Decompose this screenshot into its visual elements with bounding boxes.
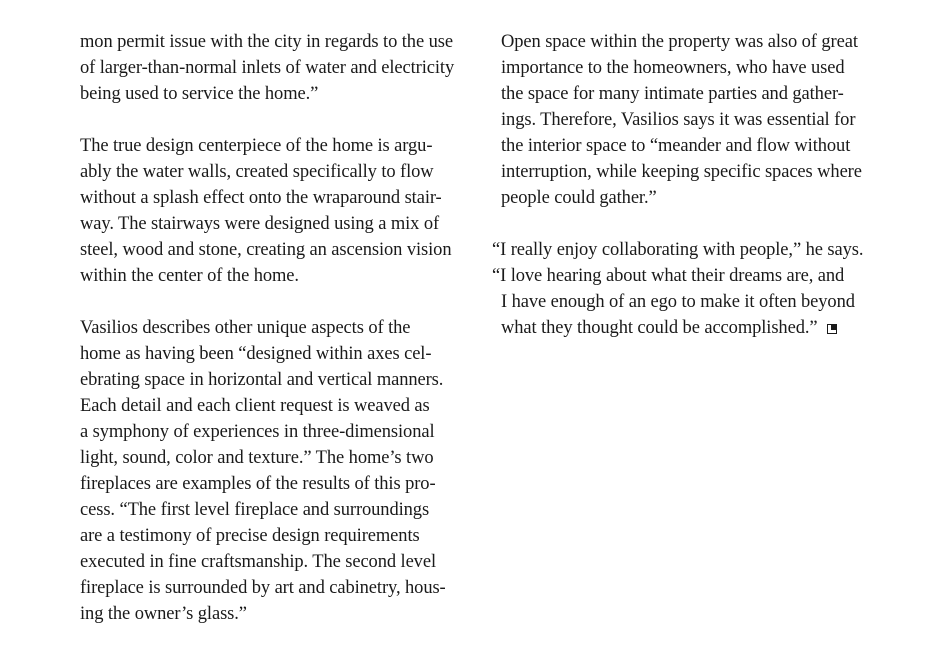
text-line: people could gather.” <box>501 188 657 208</box>
text-line: of larger-than-normal inlets of water and electricity <box>80 58 455 78</box>
text-line: light, sound, color and texture.” The home’s two <box>80 448 434 468</box>
text-line: The true design centerpiece of the home is argu- <box>80 136 433 156</box>
text-line: ably the water walls, created specifically to flow <box>80 162 434 182</box>
text-line: the interior space to “meander and flow without <box>501 136 851 156</box>
text-line: ing the owner’s glass.” <box>80 604 247 624</box>
text-line: Each detail and each client request is weaved as <box>80 396 430 416</box>
text-line: fireplace is surrounded by art and cabinetry, hous- <box>80 578 446 598</box>
text-line: “I love hearing about what their dreams are, and <box>492 266 845 286</box>
right-text-column <box>492 29 912 367</box>
text-line: cess. “The first level fireplace and surroundings <box>80 500 430 520</box>
text-line: executed in fine craftsmanship. The second level <box>80 552 436 572</box>
text-line: interruption, while keeping specific spaces where <box>501 162 862 182</box>
text-line: I have enough of an ego to make it often beyond <box>501 292 855 312</box>
text-line: ings. Therefore, Vasilios says it was essential for <box>501 110 856 130</box>
text-line: Vasilios describes other unique aspects of the <box>80 318 411 338</box>
text-line: steel, wood and stone, creating an ascension vision <box>80 240 452 260</box>
paragraph-permit <box>80 29 480 107</box>
paragraph-fireplaces <box>80 315 480 627</box>
text-line: home as having been “designed within axes cel- <box>80 344 432 364</box>
text-line: the space for many intimate parties and gather- <box>501 84 844 104</box>
paragraph-water-walls <box>80 133 480 289</box>
paragraph-quote <box>492 237 912 341</box>
text-line: Open space within the property was also of great <box>501 32 858 52</box>
text-line: importance to the homeowners, who have used <box>501 58 845 78</box>
text-line: being used to service the home.” <box>80 84 319 104</box>
text-line-final <box>492 315 912 341</box>
left-text-column <box>80 29 480 653</box>
paragraph-open-space <box>492 29 912 211</box>
text-line: mon permit issue with the city in regards to the use <box>80 32 453 52</box>
text-line: within the center of the home. <box>80 266 299 286</box>
text-line: “I really enjoy collaborating with people,” he says. <box>492 240 864 260</box>
text-line: are a testimony of precise design requirements <box>80 526 420 546</box>
text-line: without a splash effect onto the wraparound stair- <box>80 188 442 208</box>
text-line-content: what they thought could be accomplished.” <box>501 318 818 338</box>
text-line: ebrating space in horizontal and vertical manners. <box>80 370 444 390</box>
end-of-article-icon <box>827 324 837 334</box>
text-line: fireplaces are examples of the results of this pro- <box>80 474 436 494</box>
text-line: way. The stairways were designed using a mix of <box>80 214 440 234</box>
text-line: a symphony of experiences in three-dimensional <box>80 422 435 442</box>
